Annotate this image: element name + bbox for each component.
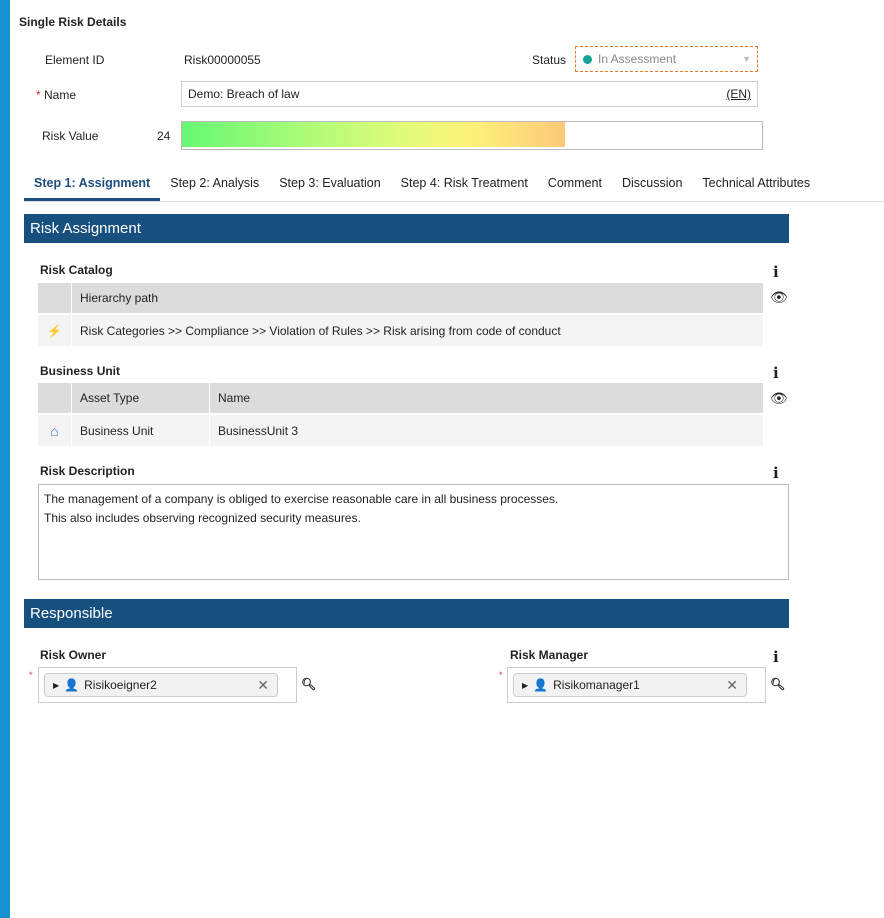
- risk-owner-chip[interactable]: [44, 673, 278, 697]
- name-input[interactable]: [181, 81, 758, 107]
- asset-type-cell: Business Unit: [72, 415, 210, 446]
- required-marker: *: [29, 670, 33, 680]
- tab-evaluation[interactable]: Step 3: Evaluation: [279, 176, 381, 190]
- search-icon[interactable]: 🔍︎: [301, 677, 317, 691]
- expand-icon[interactable]: ▶: [522, 680, 529, 690]
- language-link[interactable]: (EN): [726, 87, 751, 101]
- tab-risk-treatment[interactable]: Step 4: Risk Treatment: [400, 176, 528, 190]
- required-marker: *: [499, 670, 503, 680]
- name-cell: BusinessUnit 3: [218, 423, 299, 438]
- business-unit-table: [38, 383, 763, 446]
- status-label: Status: [532, 53, 567, 67]
- risk-description-title: Risk Description: [40, 464, 135, 478]
- risk-manager-label: Risk Manager: [510, 648, 589, 662]
- eye-icon[interactable]: 👁: [770, 289, 788, 305]
- info-icon[interactable]: i: [773, 464, 779, 482]
- tab-bar: [24, 168, 884, 202]
- eye-icon[interactable]: 👁: [770, 390, 788, 406]
- risk-manager-chip[interactable]: [513, 673, 747, 697]
- left-accent-bar: [0, 0, 10, 918]
- risk-value-number: 24: [157, 129, 171, 143]
- chevron-down-icon: ▼: [742, 54, 751, 64]
- hierarchy-path: Risk Categories >> Compliance >> Violation of Rules >> Risk arising from code of conduct: [80, 323, 561, 338]
- info-icon[interactable]: i: [773, 364, 779, 382]
- name-label: * Name: [36, 88, 77, 102]
- table-row[interactable]: [38, 315, 763, 346]
- risk-value-bar: [181, 121, 763, 150]
- info-icon[interactable]: i: [773, 263, 779, 281]
- user-icon: 👤: [64, 678, 80, 692]
- column-header: Name: [218, 391, 251, 405]
- tab-technical-attributes[interactable]: Technical Attributes: [702, 176, 811, 190]
- column-header: Asset Type: [72, 383, 210, 413]
- status-value: In Assessment: [598, 52, 677, 66]
- risk-description-textarea[interactable]: The management of a company is obliged to exercise reasonable care in all business processes. This also includes observing recognized security measures.: [38, 484, 789, 580]
- tab-assignment[interactable]: Step 1: Assignment: [24, 168, 160, 201]
- risk-owner-label: Risk Owner: [40, 648, 107, 662]
- tab-comment[interactable]: Comment: [547, 176, 602, 190]
- tab-discussion[interactable]: Discussion: [621, 176, 683, 190]
- user-icon: 👤: [533, 678, 549, 692]
- element-id-value: Risk00000055: [184, 53, 261, 67]
- remove-icon[interactable]: ✕: [257, 676, 269, 693]
- table-row[interactable]: [38, 415, 763, 446]
- risk-owner-name: Risikoeigner2: [84, 678, 157, 692]
- info-icon[interactable]: i: [773, 648, 779, 666]
- column-header: Hierarchy path: [80, 291, 159, 305]
- element-id-label: Element ID: [45, 53, 105, 67]
- risk-value-fill: [182, 122, 565, 147]
- status-select[interactable]: [575, 46, 758, 72]
- risk-manager-name: Risikomanager1: [553, 678, 640, 692]
- business-unit-title: Business Unit: [40, 364, 121, 378]
- risk-catalog-table: [38, 283, 763, 346]
- risk-assignment-header: Risk Assignment: [24, 214, 789, 243]
- home-icon: ⌂: [38, 415, 72, 446]
- lightning-icon: ⚡: [38, 315, 72, 346]
- page-title: Single Risk Details: [19, 15, 127, 29]
- expand-icon[interactable]: ▶: [53, 680, 60, 690]
- status-dot-icon: [583, 55, 592, 64]
- search-icon[interactable]: 🔍︎: [770, 677, 786, 691]
- remove-icon[interactable]: ✕: [726, 676, 738, 693]
- risk-owner-picker[interactable]: [38, 667, 297, 703]
- risk-manager-picker[interactable]: [507, 667, 766, 703]
- responsible-header: Responsible: [24, 599, 789, 628]
- tab-analysis[interactable]: Step 2: Analysis: [170, 176, 260, 190]
- risk-value-label: Risk Value: [42, 129, 99, 143]
- name-value: Demo: Breach of law: [188, 87, 300, 101]
- risk-catalog-title: Risk Catalog: [40, 263, 113, 277]
